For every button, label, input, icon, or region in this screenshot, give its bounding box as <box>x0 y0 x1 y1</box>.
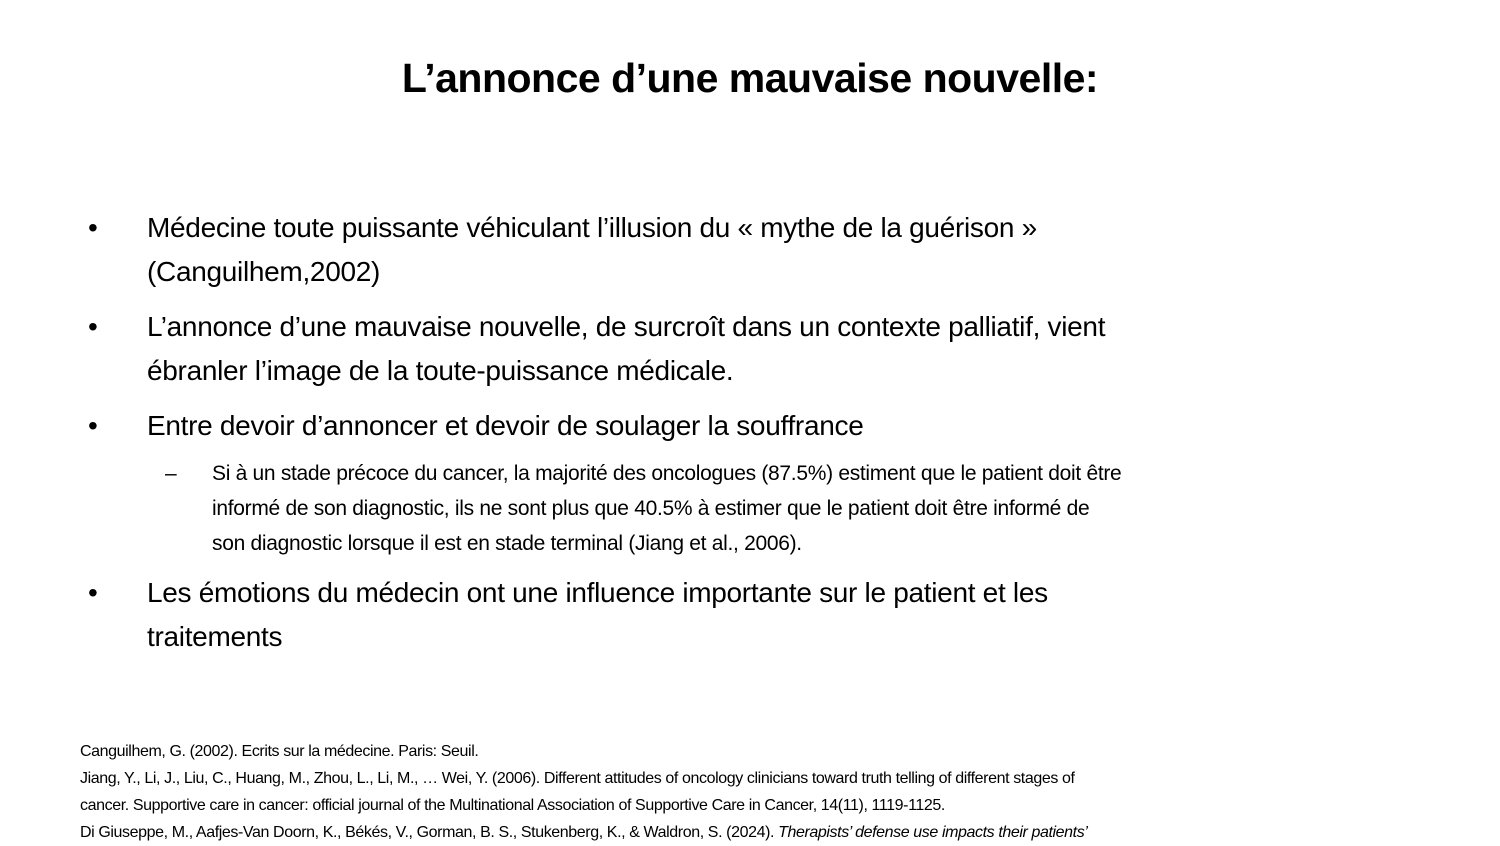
bullet-1-line-1: Médecine toute puissante véhiculant l’illusion du « mythe de la guérison » <box>147 212 1037 243</box>
sub-bullet-line-3: son diagnostic lorsque il est en stade terminal (Jiang et al., 2006). <box>212 532 802 555</box>
reference-jiang-line-2: cancer. Supportive care in cancer: official journal of the Multinational Association of Supportive Care in Cancer, 14(11), 1119-1125. <box>80 797 945 814</box>
bullet-3-line-1: Entre devoir d’annoncer et devoir de soulager la souffrance <box>147 410 864 441</box>
reference-authors: Di Giuseppe, M., Aafjes-Van Doorn, K., Békés, V., Gorman, B. S., Stukenberg, K., & Waldron, S. (2024). <box>80 824 779 841</box>
dash-icon: – <box>165 462 177 485</box>
bullet-2-line-1: L’annonce d’une mauvaise nouvelle, de surcroît dans un contexte palliatif, vient <box>147 311 1106 342</box>
reference-title-italic: Therapists’ defense use impacts their patients’ <box>778 824 1088 841</box>
bullet-icon: • <box>88 577 98 608</box>
slide-title: L’annonce d’une mauvaise nouvelle: <box>401 55 1099 101</box>
bullet-icon: • <box>88 212 98 243</box>
reference-di-giuseppe <box>80 819 1087 846</box>
bullet-2-line-2: ébranler l’image de la toute-puissance médicale. <box>147 355 734 386</box>
bullet-4-line-2: traitements <box>147 621 283 652</box>
bullet-icon: • <box>88 311 98 342</box>
reference-canguilhem: Canguilhem, G. (2002). Ecrits sur la médecine. Paris: Seuil. <box>80 743 479 760</box>
sub-bullet-line-1: Si à un stade précoce du cancer, la majorité des oncologues (87.5%) estiment que le patient doit être <box>212 462 1122 485</box>
sub-bullet-line-2: informé de son diagnostic, ils ne sont plus que 40.5% à estimer que le patient doit être informé de <box>212 497 1090 520</box>
bullet-icon: • <box>88 410 98 441</box>
reference-jiang-line-1: Jiang, Y., Li, J., Liu, C., Huang, M., Zhou, L., Li, M., … Wei, Y. (2006). Different attitudes of oncology clinicians toward truth telling of different stages of <box>80 770 1075 787</box>
bullet-4-line-1: Les émotions du médecin ont une influence importante sur le patient et les <box>147 577 1048 608</box>
bullet-1-line-2: (Canguilhem,2002) <box>147 256 381 287</box>
